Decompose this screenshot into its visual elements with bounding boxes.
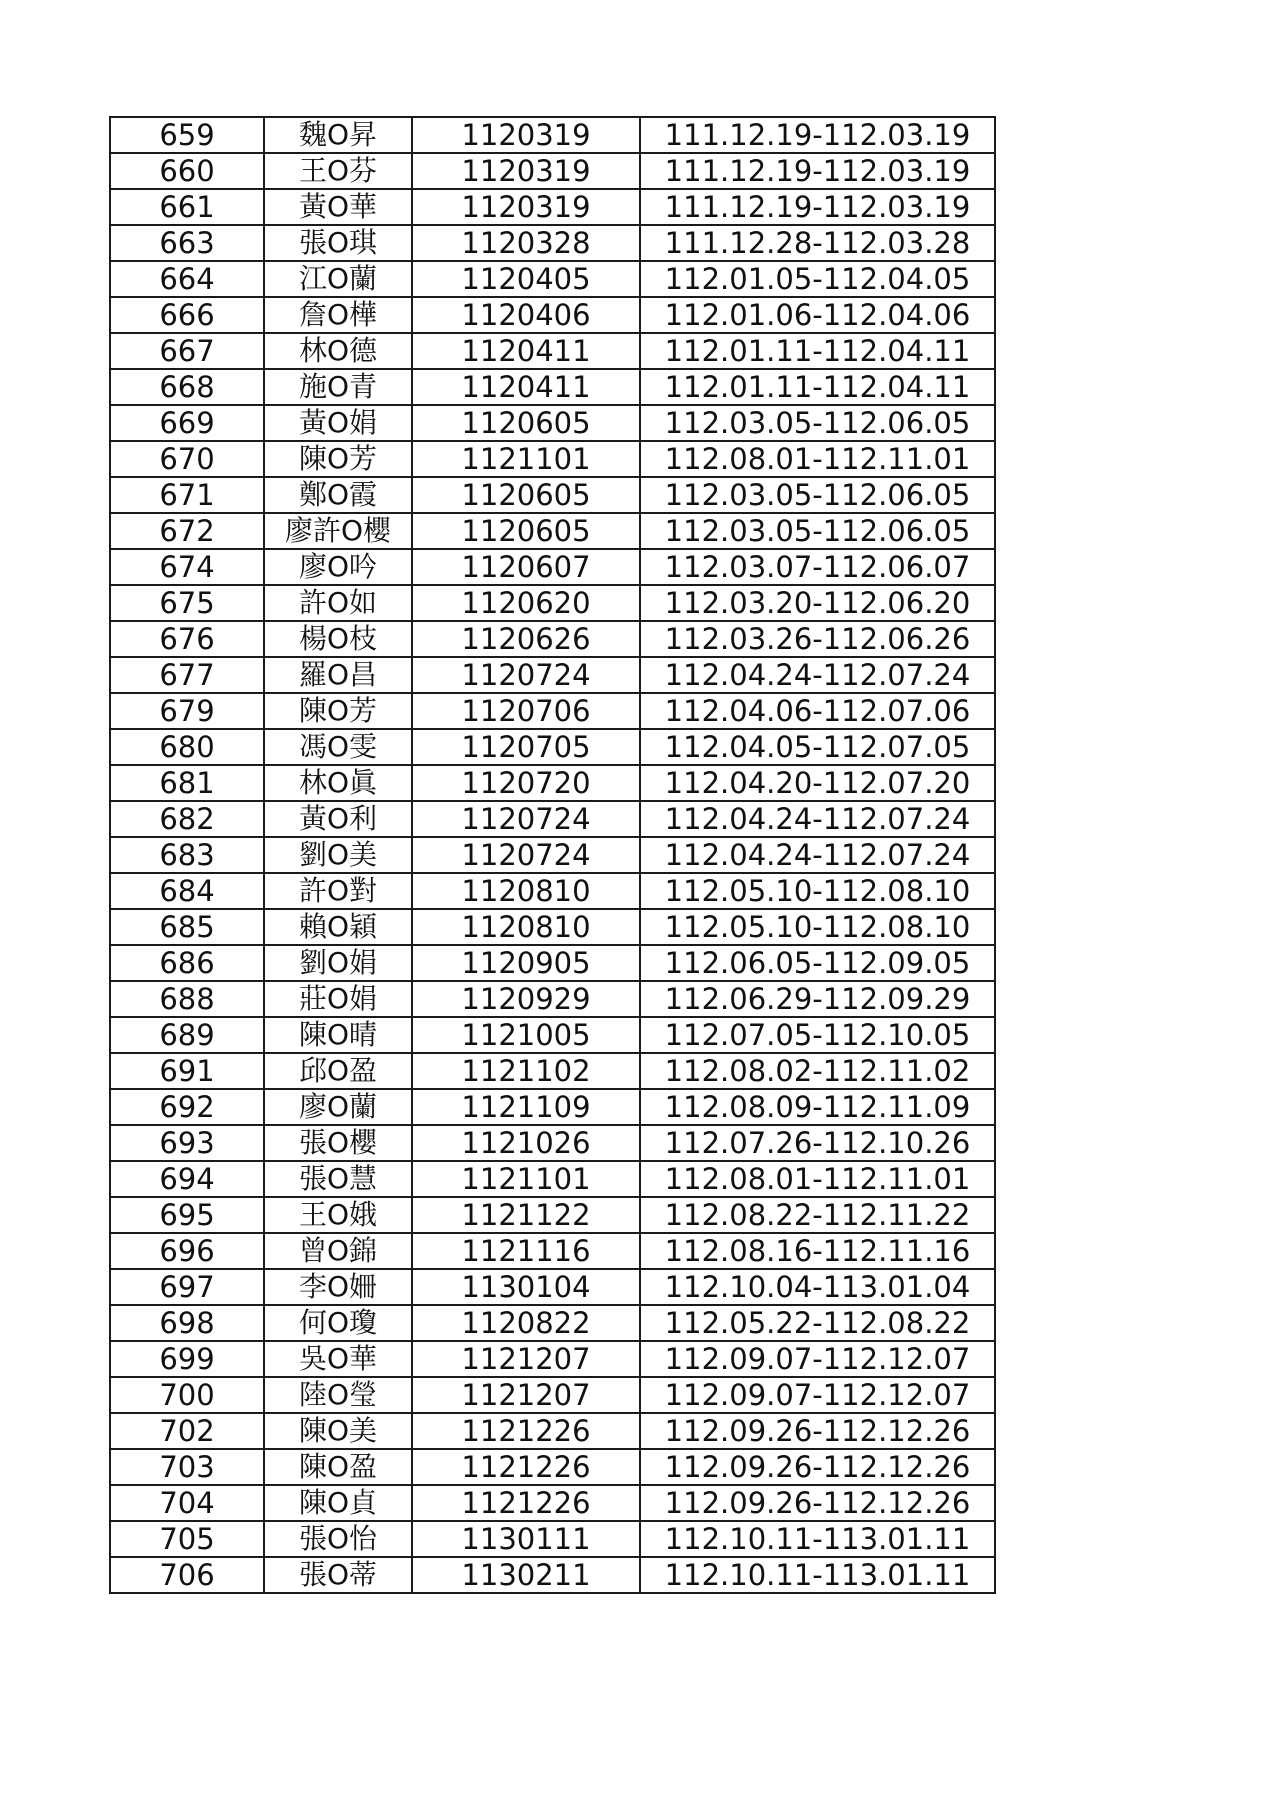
row-number-cell: 706 <box>110 1557 264 1593</box>
table-row <box>110 837 995 873</box>
date-range-cell: 112.03.05-112.06.05 <box>640 477 995 513</box>
table-row <box>110 1053 995 1089</box>
person-name-cell: 施O青 <box>264 369 412 405</box>
table-row <box>110 1269 995 1305</box>
row-number-cell: 670 <box>110 441 264 477</box>
row-number-cell: 688 <box>110 981 264 1017</box>
date-range-cell: 112.04.24-112.07.24 <box>640 657 995 693</box>
date-range-cell: 112.04.24-112.07.24 <box>640 837 995 873</box>
date-range-cell: 112.03.05-112.06.05 <box>640 405 995 441</box>
date-range-cell: 112.08.22-112.11.22 <box>640 1197 995 1233</box>
date-range-cell: 112.09.26-112.12.26 <box>640 1449 995 1485</box>
record-code-cell: 1121101 <box>412 1161 640 1197</box>
row-number-cell: 695 <box>110 1197 264 1233</box>
person-name-cell: 羅O昌 <box>264 657 412 693</box>
date-range-cell: 112.10.11-113.01.11 <box>640 1521 995 1557</box>
table-row <box>110 153 995 189</box>
date-range-cell: 112.06.05-112.09.05 <box>640 945 995 981</box>
person-name-cell: 李O姍 <box>264 1269 412 1305</box>
date-range-cell: 112.08.01-112.11.01 <box>640 441 995 477</box>
record-code-cell: 1121207 <box>412 1377 640 1413</box>
person-name-cell: 馮O雯 <box>264 729 412 765</box>
record-code-cell: 1121102 <box>412 1053 640 1089</box>
table-row <box>110 765 995 801</box>
row-number-cell: 680 <box>110 729 264 765</box>
row-number-cell: 683 <box>110 837 264 873</box>
row-number-cell: 671 <box>110 477 264 513</box>
person-name-cell: 林O德 <box>264 333 412 369</box>
table-row <box>110 225 995 261</box>
table-row <box>110 1377 995 1413</box>
table-row <box>110 801 995 837</box>
record-code-cell: 1120706 <box>412 693 640 729</box>
row-number-cell: 663 <box>110 225 264 261</box>
person-name-cell: 賴O穎 <box>264 909 412 945</box>
row-number-cell: 686 <box>110 945 264 981</box>
record-code-cell: 1120605 <box>412 513 640 549</box>
table-row <box>110 549 995 585</box>
row-number-cell: 659 <box>110 117 264 153</box>
date-range-cell: 112.04.05-112.07.05 <box>640 729 995 765</box>
table-row <box>110 189 995 225</box>
person-name-cell: 廖O吟 <box>264 549 412 585</box>
row-number-cell: 668 <box>110 369 264 405</box>
row-number-cell: 660 <box>110 153 264 189</box>
row-number-cell: 685 <box>110 909 264 945</box>
person-name-cell: 邱O盈 <box>264 1053 412 1089</box>
person-name-cell: 王O娥 <box>264 1197 412 1233</box>
row-number-cell: 661 <box>110 189 264 225</box>
person-name-cell: 鄭O霞 <box>264 477 412 513</box>
date-range-cell: 111.12.19-112.03.19 <box>640 153 995 189</box>
table-row <box>110 1197 995 1233</box>
row-number-cell: 692 <box>110 1089 264 1125</box>
table-row <box>110 333 995 369</box>
row-number-cell: 672 <box>110 513 264 549</box>
record-code-cell: 1120724 <box>412 801 640 837</box>
record-code-cell: 1120605 <box>412 405 640 441</box>
person-name-cell: 魏O昇 <box>264 117 412 153</box>
date-range-cell: 112.09.07-112.12.07 <box>640 1377 995 1413</box>
person-name-cell: 張O櫻 <box>264 1125 412 1161</box>
table-row <box>110 873 995 909</box>
person-name-cell: 張O慧 <box>264 1161 412 1197</box>
person-name-cell: 陳O貞 <box>264 1485 412 1521</box>
row-number-cell: 669 <box>110 405 264 441</box>
person-name-cell: 王O芬 <box>264 153 412 189</box>
date-range-cell: 111.12.19-112.03.19 <box>640 189 995 225</box>
person-name-cell: 吳O華 <box>264 1341 412 1377</box>
record-code-cell: 1121026 <box>412 1125 640 1161</box>
table-row <box>110 1485 995 1521</box>
date-range-cell: 112.04.20-112.07.20 <box>640 765 995 801</box>
person-name-cell: 黃O利 <box>264 801 412 837</box>
date-range-cell: 112.04.24-112.07.24 <box>640 801 995 837</box>
record-code-cell: 1130111 <box>412 1521 640 1557</box>
date-range-cell: 112.08.02-112.11.02 <box>640 1053 995 1089</box>
record-code-cell: 1120411 <box>412 369 640 405</box>
person-name-cell: 曾O錦 <box>264 1233 412 1269</box>
person-name-cell: 陳O芳 <box>264 693 412 729</box>
row-number-cell: 702 <box>110 1413 264 1449</box>
table-row <box>110 981 995 1017</box>
date-range-cell: 111.12.19-112.03.19 <box>640 117 995 153</box>
row-number-cell: 681 <box>110 765 264 801</box>
table-row <box>110 405 995 441</box>
date-range-cell: 112.09.07-112.12.07 <box>640 1341 995 1377</box>
record-code-cell: 1120319 <box>412 189 640 225</box>
date-range-cell: 112.07.05-112.10.05 <box>640 1017 995 1053</box>
record-code-cell: 1120406 <box>412 297 640 333</box>
record-code-cell: 1121226 <box>412 1485 640 1521</box>
row-number-cell: 667 <box>110 333 264 369</box>
row-number-cell: 703 <box>110 1449 264 1485</box>
person-name-cell: 張O怡 <box>264 1521 412 1557</box>
record-code-cell: 1120724 <box>412 837 640 873</box>
date-range-cell: 112.05.10-112.08.10 <box>640 909 995 945</box>
person-name-cell: 莊O娟 <box>264 981 412 1017</box>
roster-sheet <box>109 116 994 1594</box>
table-row <box>110 621 995 657</box>
date-range-cell: 112.01.05-112.04.05 <box>640 261 995 297</box>
record-code-cell: 1120724 <box>412 657 640 693</box>
person-name-cell: 廖O蘭 <box>264 1089 412 1125</box>
person-name-cell: 劉O娟 <box>264 945 412 981</box>
date-range-cell: 112.05.22-112.08.22 <box>640 1305 995 1341</box>
record-code-cell: 1121226 <box>412 1449 640 1485</box>
date-range-cell: 112.01.11-112.04.11 <box>640 369 995 405</box>
record-code-cell: 1121207 <box>412 1341 640 1377</box>
table-row <box>110 729 995 765</box>
table-row <box>110 1449 995 1485</box>
person-name-cell: 林O眞 <box>264 765 412 801</box>
date-range-cell: 112.08.16-112.11.16 <box>640 1233 995 1269</box>
record-code-cell: 1120607 <box>412 549 640 585</box>
row-number-cell: 693 <box>110 1125 264 1161</box>
person-name-cell: 江O蘭 <box>264 261 412 297</box>
row-number-cell: 705 <box>110 1521 264 1557</box>
table-row <box>110 585 995 621</box>
record-code-cell: 1120411 <box>412 333 640 369</box>
row-number-cell: 677 <box>110 657 264 693</box>
table-row <box>110 441 995 477</box>
row-number-cell: 682 <box>110 801 264 837</box>
table-row <box>110 1413 995 1449</box>
table-row <box>110 261 995 297</box>
date-range-cell: 112.03.05-112.06.05 <box>640 513 995 549</box>
table-row <box>110 693 995 729</box>
date-range-cell: 112.01.11-112.04.11 <box>640 333 995 369</box>
row-number-cell: 697 <box>110 1269 264 1305</box>
table-row <box>110 117 995 153</box>
roster-table <box>109 116 996 1594</box>
table-row <box>110 1125 995 1161</box>
person-name-cell: 陳O美 <box>264 1413 412 1449</box>
row-number-cell: 689 <box>110 1017 264 1053</box>
person-name-cell: 陳O芳 <box>264 441 412 477</box>
date-range-cell: 112.10.11-113.01.11 <box>640 1557 995 1593</box>
table-row <box>110 1233 995 1269</box>
record-code-cell: 1130104 <box>412 1269 640 1305</box>
table-row <box>110 297 995 333</box>
table-row <box>110 477 995 513</box>
table-row <box>110 909 995 945</box>
row-number-cell: 675 <box>110 585 264 621</box>
person-name-cell: 陳O盈 <box>264 1449 412 1485</box>
row-number-cell: 694 <box>110 1161 264 1197</box>
record-code-cell: 1120705 <box>412 729 640 765</box>
row-number-cell: 691 <box>110 1053 264 1089</box>
record-code-cell: 1121109 <box>412 1089 640 1125</box>
date-range-cell: 112.07.26-112.10.26 <box>640 1125 995 1161</box>
row-number-cell: 676 <box>110 621 264 657</box>
person-name-cell: 劉O美 <box>264 837 412 873</box>
date-range-cell: 112.10.04-113.01.04 <box>640 1269 995 1305</box>
row-number-cell: 700 <box>110 1377 264 1413</box>
table-row <box>110 1305 995 1341</box>
row-number-cell: 684 <box>110 873 264 909</box>
table-row <box>110 1017 995 1053</box>
date-range-cell: 112.03.07-112.06.07 <box>640 549 995 585</box>
date-range-cell: 112.05.10-112.08.10 <box>640 873 995 909</box>
person-name-cell: 黃O華 <box>264 189 412 225</box>
record-code-cell: 1130211 <box>412 1557 640 1593</box>
row-number-cell: 679 <box>110 693 264 729</box>
record-code-cell: 1120626 <box>412 621 640 657</box>
table-row <box>110 945 995 981</box>
roster-body <box>110 117 995 1593</box>
person-name-cell: 黃O娟 <box>264 405 412 441</box>
table-row <box>110 513 995 549</box>
date-range-cell: 112.03.26-112.06.26 <box>640 621 995 657</box>
date-range-cell: 112.09.26-112.12.26 <box>640 1413 995 1449</box>
record-code-cell: 1120620 <box>412 585 640 621</box>
row-number-cell: 674 <box>110 549 264 585</box>
record-code-cell: 1121122 <box>412 1197 640 1233</box>
record-code-cell: 1121116 <box>412 1233 640 1269</box>
record-code-cell: 1121101 <box>412 441 640 477</box>
record-code-cell: 1120822 <box>412 1305 640 1341</box>
person-name-cell: 陳O晴 <box>264 1017 412 1053</box>
record-code-cell: 1120720 <box>412 765 640 801</box>
person-name-cell: 張O蒂 <box>264 1557 412 1593</box>
record-code-cell: 1120319 <box>412 117 640 153</box>
date-range-cell: 112.01.06-112.04.06 <box>640 297 995 333</box>
record-code-cell: 1120810 <box>412 909 640 945</box>
record-code-cell: 1120929 <box>412 981 640 1017</box>
person-name-cell: 陸O瑩 <box>264 1377 412 1413</box>
person-name-cell: 詹O樺 <box>264 297 412 333</box>
person-name-cell: 廖許O櫻 <box>264 513 412 549</box>
record-code-cell: 1120810 <box>412 873 640 909</box>
person-name-cell: 許O對 <box>264 873 412 909</box>
table-row <box>110 1341 995 1377</box>
date-range-cell: 112.08.01-112.11.01 <box>640 1161 995 1197</box>
person-name-cell: 張O琪 <box>264 225 412 261</box>
table-row <box>110 1557 995 1593</box>
row-number-cell: 664 <box>110 261 264 297</box>
row-number-cell: 704 <box>110 1485 264 1521</box>
person-name-cell: 何O瓊 <box>264 1305 412 1341</box>
record-code-cell: 1120328 <box>412 225 640 261</box>
table-row <box>110 1089 995 1125</box>
record-code-cell: 1120605 <box>412 477 640 513</box>
table-row <box>110 1521 995 1557</box>
table-row <box>110 369 995 405</box>
person-name-cell: 楊O枝 <box>264 621 412 657</box>
record-code-cell: 1120905 <box>412 945 640 981</box>
record-code-cell: 1121226 <box>412 1413 640 1449</box>
table-row <box>110 1161 995 1197</box>
date-range-cell: 112.06.29-112.09.29 <box>640 981 995 1017</box>
person-name-cell: 許O如 <box>264 585 412 621</box>
date-range-cell: 112.04.06-112.07.06 <box>640 693 995 729</box>
date-range-cell: 111.12.28-112.03.28 <box>640 225 995 261</box>
record-code-cell: 1121005 <box>412 1017 640 1053</box>
date-range-cell: 112.08.09-112.11.09 <box>640 1089 995 1125</box>
row-number-cell: 698 <box>110 1305 264 1341</box>
table-row <box>110 657 995 693</box>
record-code-cell: 1120405 <box>412 261 640 297</box>
row-number-cell: 666 <box>110 297 264 333</box>
row-number-cell: 696 <box>110 1233 264 1269</box>
record-code-cell: 1120319 <box>412 153 640 189</box>
date-range-cell: 112.03.20-112.06.20 <box>640 585 995 621</box>
date-range-cell: 112.09.26-112.12.26 <box>640 1485 995 1521</box>
row-number-cell: 699 <box>110 1341 264 1377</box>
